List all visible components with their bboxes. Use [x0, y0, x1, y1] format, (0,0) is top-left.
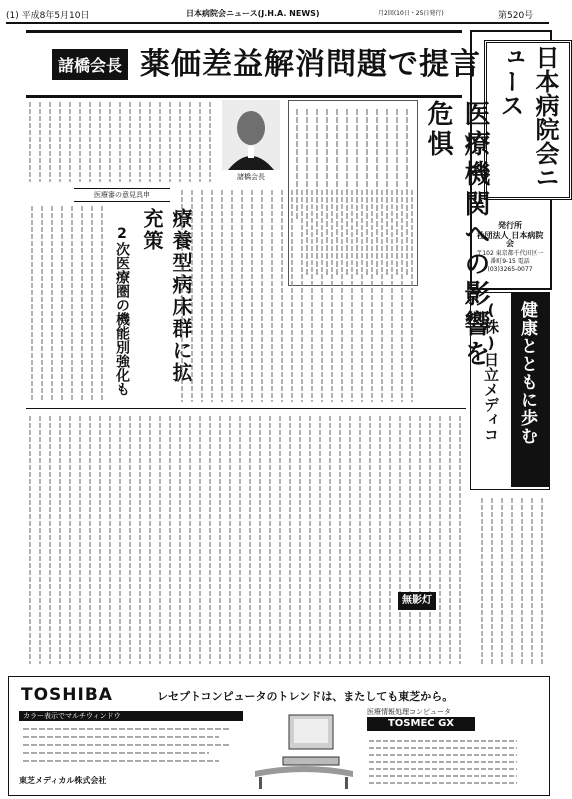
sidebar-ad-slogan: 健康とともに歩む: [517, 301, 537, 445]
ad-tagline: レセプトコンピュータのトレンドは、またしても東芝から。: [157, 690, 454, 703]
photo-caption: 諸橋会長: [237, 173, 265, 181]
portrait-image: [222, 100, 280, 170]
body-text-lines: [28, 100, 216, 184]
paper-title: 日本病院会ニュース(J.H.A. NEWS): [186, 9, 320, 18]
ad-specs: [367, 737, 537, 789]
toshiba-ad: [8, 676, 550, 796]
lead-subhead: 医療機関への影響を危惧: [423, 100, 490, 370]
lead-body-top: [28, 100, 216, 184]
issue-date: (1) 平成8年5月10日: [6, 11, 90, 21]
frequency: 月2回(10日・25日発行): [378, 10, 444, 17]
president-photo: [222, 100, 280, 170]
body-text-lines: [28, 204, 106, 404]
sidebar-ad-company: (株)日立メディコ: [482, 301, 500, 442]
ad-workstation-illustration: [249, 709, 359, 789]
publisher: 社団法人 日本病院会: [476, 231, 544, 248]
section-divider: [26, 408, 466, 409]
ad-bullet-lines: [19, 725, 239, 769]
ad-product: TOSMEC GX: [367, 717, 475, 731]
ad-bullets: [19, 725, 239, 769]
sidebar-ad: [470, 292, 550, 490]
second-body-left: [28, 204, 106, 404]
middle-body: [172, 188, 416, 404]
body-text-lines: [172, 188, 416, 404]
publisher-details: 〒102 東京都千代田区一番町9-15 電話(03)3265-0077: [476, 250, 544, 273]
ad-brand: TOSHIBA: [21, 685, 113, 705]
ad-spec-lines: [367, 737, 537, 789]
page-header: [6, 6, 549, 24]
second-badge: 医療審の意見具申: [74, 188, 170, 202]
headline-badge: 諸橋会長: [52, 49, 128, 80]
body-text-lines: [472, 496, 546, 668]
body-text-lines: [28, 414, 464, 668]
publisher-label: 発行所: [498, 221, 522, 230]
lower-body: [28, 414, 464, 668]
ad-bullet-title: カラー表示でマルチウィンドウ: [19, 711, 243, 721]
issue-number: 第520号: [498, 11, 534, 21]
computer-icon: [249, 709, 359, 789]
masthead-title: 日本病院会ニュース: [484, 40, 572, 200]
ad-company: 東芝メディカル株式会社: [19, 776, 107, 785]
second-subhead: 2次医療圏の機能別強化も: [114, 226, 130, 396]
column-title: 無影灯: [398, 592, 436, 610]
headline-band: [26, 30, 481, 98]
lead-headline: 薬価差益解消問題で提言: [140, 47, 481, 82]
second-headline: 療養型病床群に拡充策: [140, 208, 193, 384]
right-lower-body: [472, 496, 546, 668]
ad-product-label: 医療情報処理コンピュータ: [367, 708, 451, 716]
